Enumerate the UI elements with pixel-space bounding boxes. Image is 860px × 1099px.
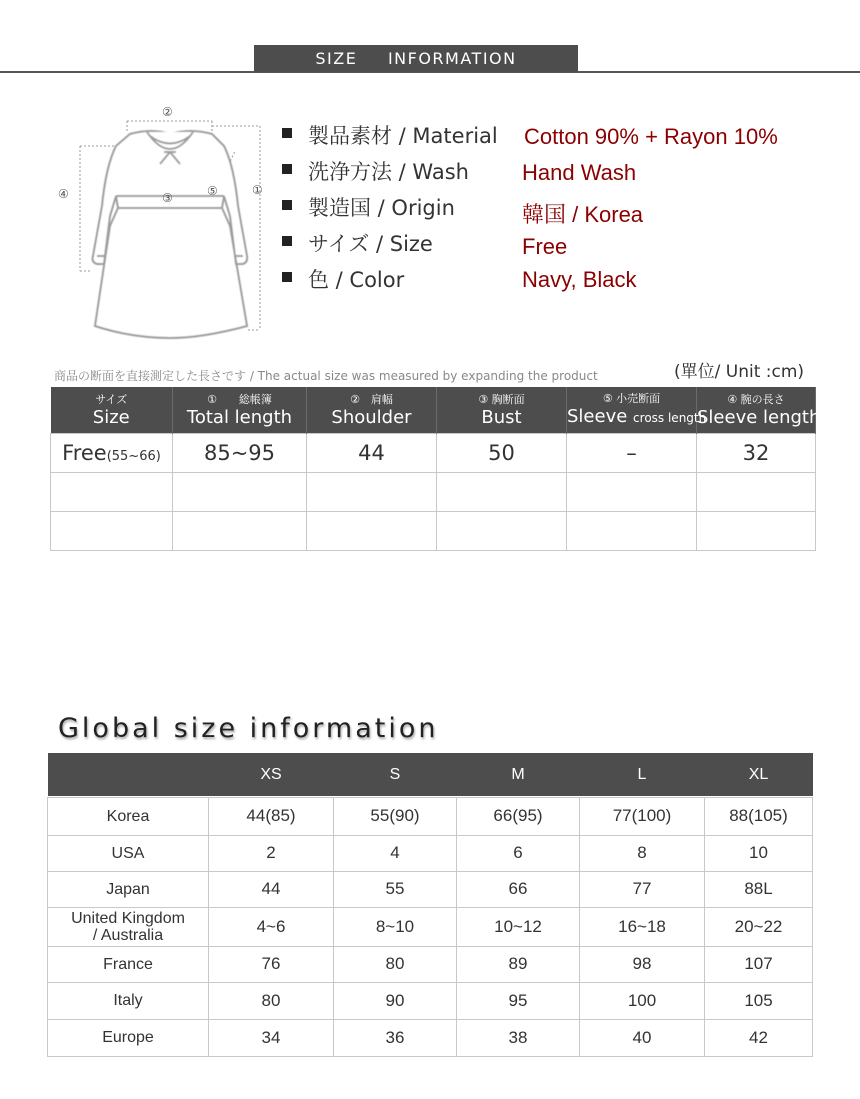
table-row (48, 907, 813, 946)
cell-shoulder: 44 (307, 433, 437, 472)
country-korea: Korea (48, 797, 209, 835)
material-value: Cotton 90% + Rayon 10% (524, 124, 778, 149)
cell: 88L (705, 871, 813, 907)
color-value: Navy, Black (522, 267, 637, 292)
size-label: サイズ / Size (308, 232, 433, 256)
cell: 77 (580, 871, 705, 907)
cell: 77(100) (580, 797, 705, 835)
country-france: France (48, 946, 209, 982)
cell: 66 (457, 871, 580, 907)
country-japan: Japan (48, 871, 209, 907)
cell: 4 (334, 835, 457, 871)
col-sleeve-cross: ⑤ 小売断面 Sleeve cross length (567, 387, 697, 433)
cell: 95 (457, 982, 580, 1019)
col-shoulder: ② 肩幅 Shoulder (307, 387, 437, 433)
size-table (50, 387, 821, 551)
cell: 100 (580, 982, 705, 1019)
cell: 6 (457, 835, 580, 871)
table-row (48, 982, 813, 1019)
cell: 76 (209, 946, 334, 982)
col-xs: XS (209, 753, 334, 796)
cell: 89 (457, 946, 580, 982)
wash-label: 洗浄方法 / Wash (308, 160, 469, 184)
mark-3: ③ (162, 191, 173, 205)
unit-label: (單位/ Unit :cm) (674, 362, 805, 382)
cell: 38 (457, 1019, 580, 1056)
col-size: サイズ Size (51, 387, 173, 433)
table-row-empty (51, 472, 816, 511)
col-sleeve-length: ④ 腕の長さ Sleeve length (697, 387, 816, 433)
size-information-banner (254, 45, 578, 72)
table-row (51, 433, 816, 472)
cell-sleeve-cross: – (567, 433, 697, 472)
col-total-length: ① 総帳簿 Total length (173, 387, 307, 433)
cell: 55(90) (334, 797, 457, 835)
cell: 4~6 (209, 907, 334, 946)
size-table-header (51, 387, 816, 433)
cell-total-length: 85~95 (173, 433, 307, 472)
col-s: S (334, 753, 457, 796)
bullet-icon (282, 236, 292, 246)
cell: 2 (209, 835, 334, 871)
table-row-empty (51, 511, 816, 550)
country-europe: Europe (48, 1019, 209, 1056)
table-row (48, 1019, 813, 1056)
cell: 20~22 (705, 907, 813, 946)
wash-value: Hand Wash (522, 160, 637, 185)
cell: 10~12 (457, 907, 580, 946)
cell: 8 (580, 835, 705, 871)
banner-word-size: SIZE (315, 49, 358, 68)
bullet-icon (282, 164, 292, 174)
cell: 42 (705, 1019, 813, 1056)
cell: 16~18 (580, 907, 705, 946)
col-bust: ③ 胸断面 Bust (437, 387, 567, 433)
col-country (48, 753, 209, 796)
size-value: Free (522, 234, 568, 259)
cell: 88(105) (705, 797, 813, 835)
cell: 80 (334, 946, 457, 982)
table-row (48, 871, 813, 907)
cell-size: Free(55~66) (51, 433, 173, 472)
col-xl: XL (705, 753, 813, 796)
country-usa: USA (48, 835, 209, 871)
color-label: 色 / Color (308, 268, 405, 292)
global-size-table (47, 753, 813, 1057)
table-row (48, 797, 813, 835)
cell: 8~10 (334, 907, 457, 946)
cell-sleeve-length: 32 (697, 433, 816, 472)
col-m: M (457, 753, 580, 796)
cell: 66(95) (457, 797, 580, 835)
banner-word-information: INFORMATION (387, 49, 517, 68)
country-uk-australia: United Kingdom / Australia (48, 907, 209, 946)
table-row (48, 835, 813, 871)
measurement-note: 商品の断面を直接測定した長さです / The actual size was measured by expanding the product (54, 369, 598, 383)
cell: 105 (705, 982, 813, 1019)
origin-label: 製造国 / Origin (308, 196, 455, 220)
bullet-icon (282, 200, 292, 210)
cell: 55 (334, 871, 457, 907)
global-table-header (48, 753, 813, 796)
cell: 34 (209, 1019, 334, 1056)
cell: 107 (705, 946, 813, 982)
table-row (48, 946, 813, 982)
cell-bust: 50 (437, 433, 567, 472)
material-label: 製品素材 / Material (308, 124, 498, 148)
dress-measurement-diagram (52, 96, 278, 344)
mark-4: ④ (58, 187, 69, 201)
bullet-icon (282, 128, 292, 138)
origin-value: 韓国 / Korea (522, 202, 644, 227)
cell: 36 (334, 1019, 457, 1056)
cell: 98 (580, 946, 705, 982)
country-italy: Italy (48, 982, 209, 1019)
bullet-icon (282, 272, 292, 282)
cell: 40 (580, 1019, 705, 1056)
cell: 44(85) (209, 797, 334, 835)
cell: 44 (209, 871, 334, 907)
mark-1: ① (252, 183, 263, 197)
cell: 10 (705, 835, 813, 871)
cell: 80 (209, 982, 334, 1019)
mark-5: ⑤ (207, 184, 218, 198)
cell: 90 (334, 982, 457, 1019)
mark-2: ② (162, 105, 173, 119)
global-size-title: Global size information (58, 713, 439, 744)
col-l: L (580, 753, 705, 796)
